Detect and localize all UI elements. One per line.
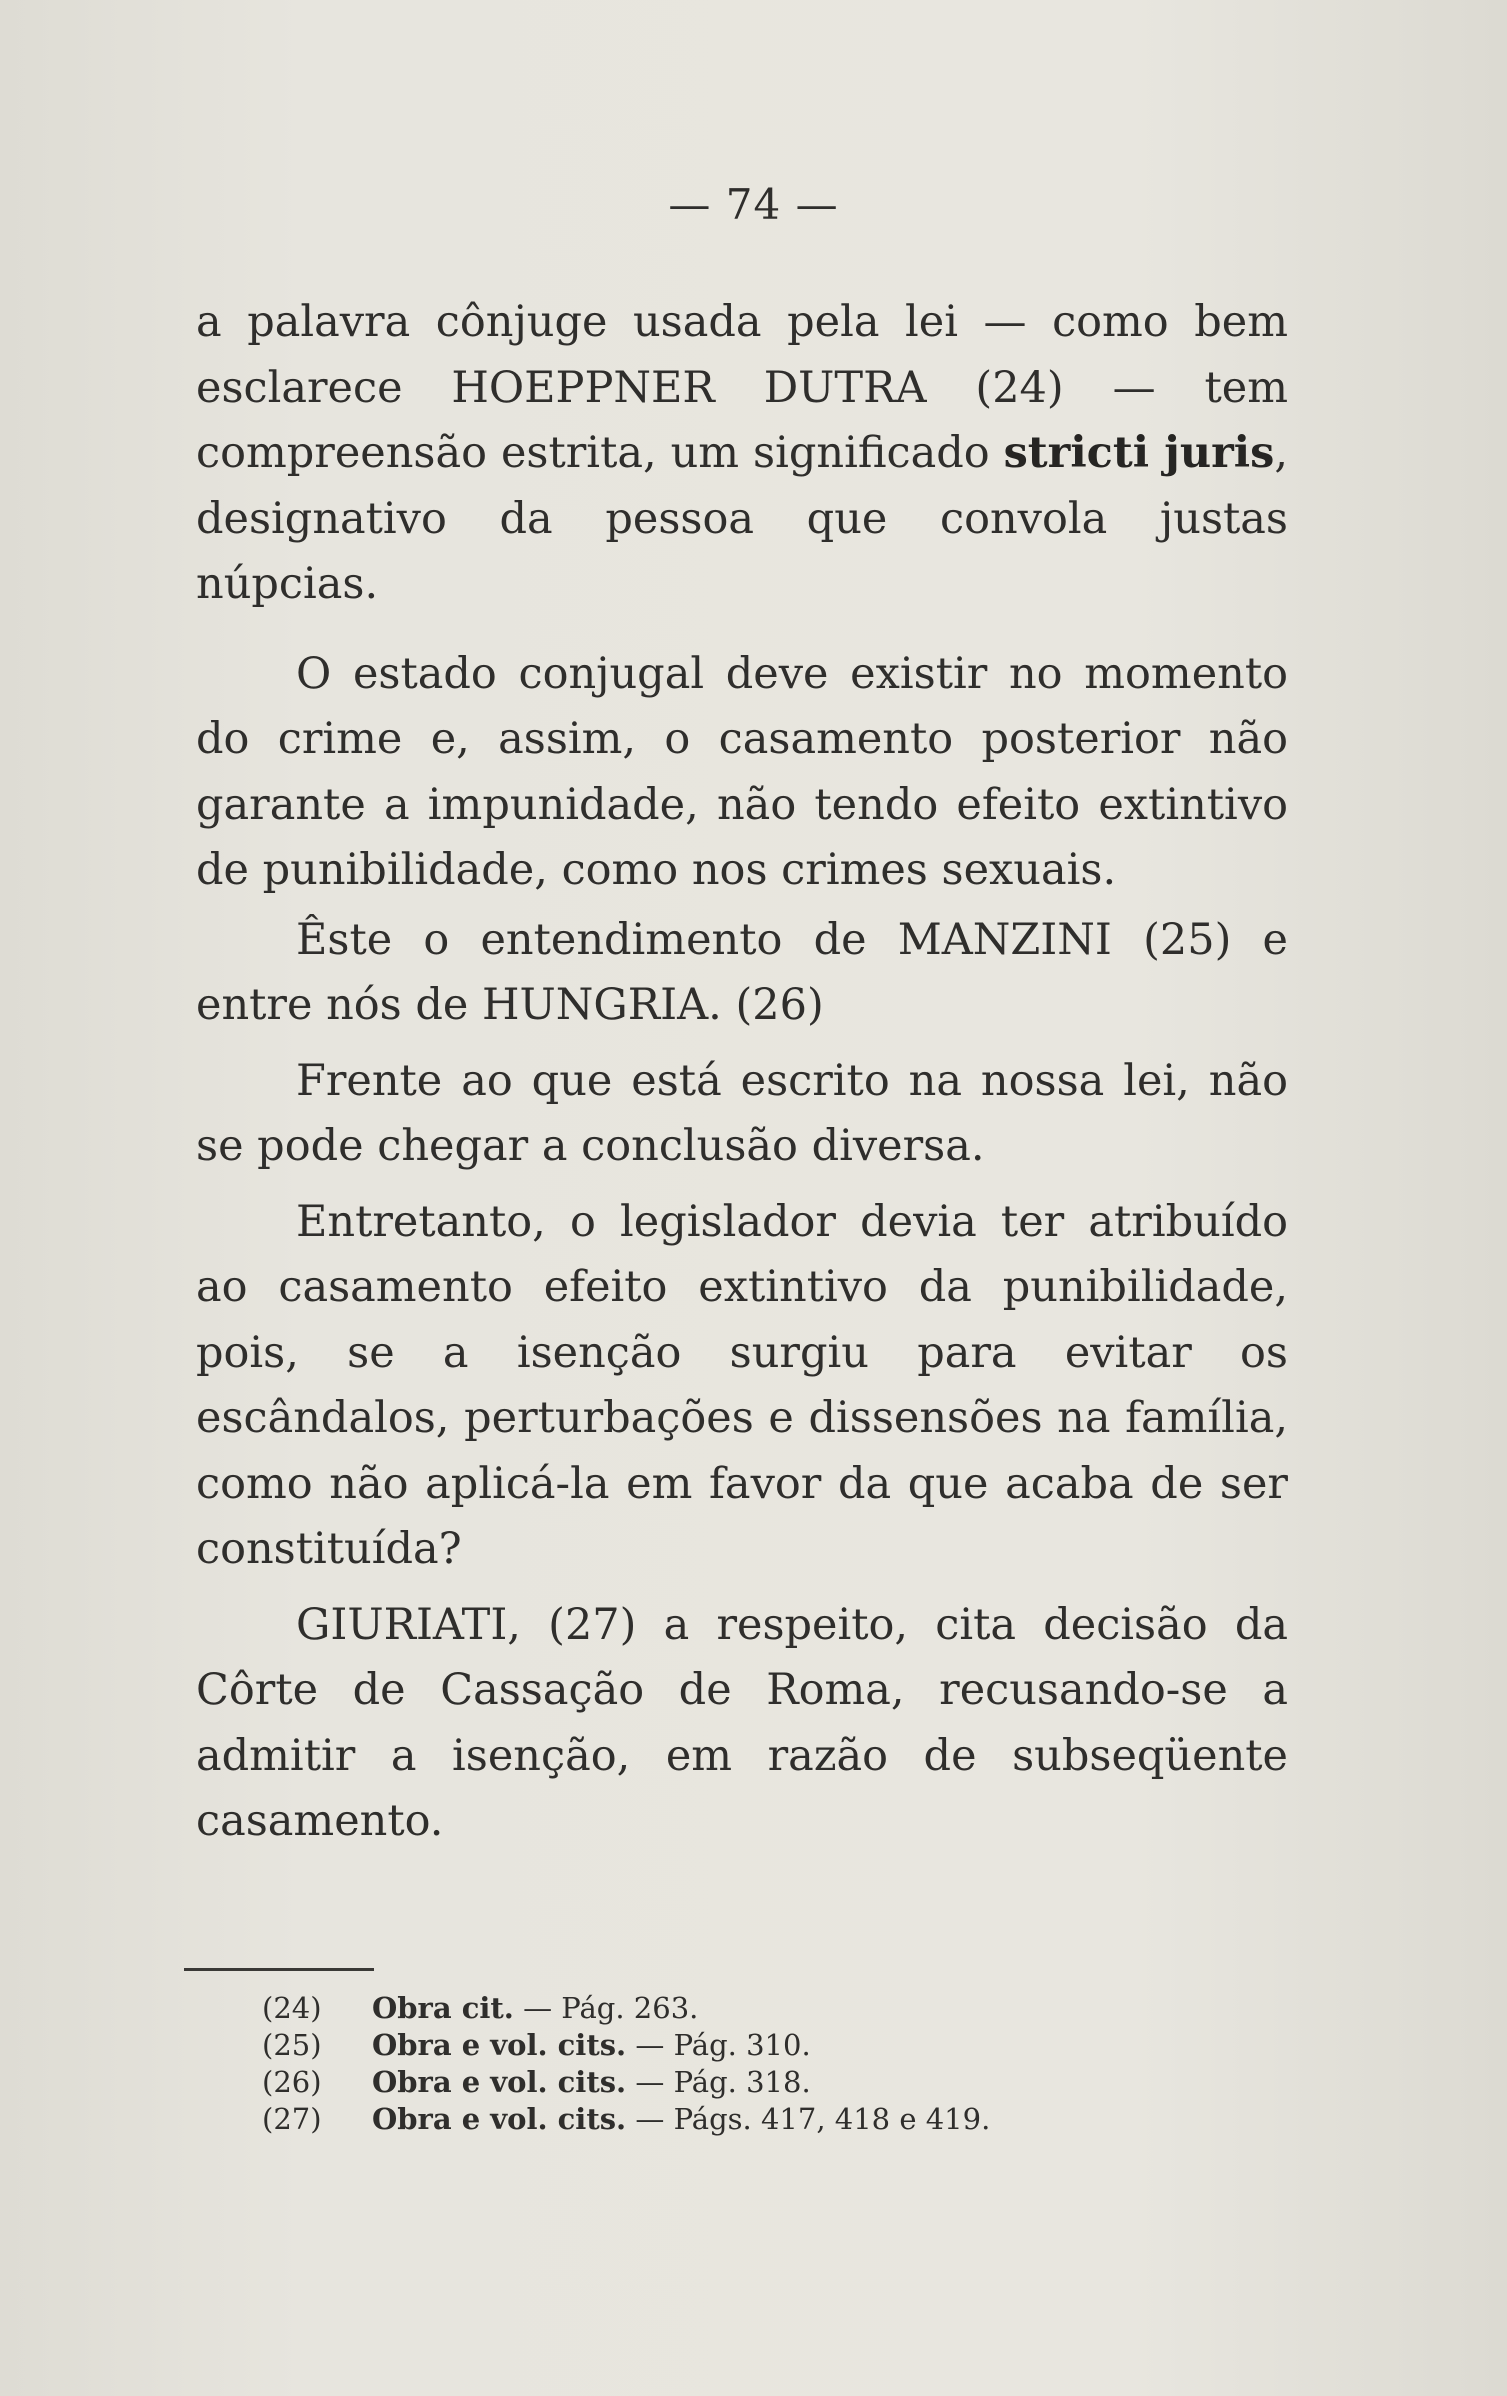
paragraph-6-text: GIURIATI, (27) a respeito, cita decisão da Côrte de Cassação de Roma, recusando-se a admitir a isenção, em razão de subseqüente casamento. — [196, 1599, 1288, 1846]
footnote-25 — [262, 2027, 1162, 2064]
footnote-page: — Pág. 310. — [626, 2028, 811, 2062]
paragraph-3 — [196, 908, 1288, 1039]
paragraph-5 — [196, 1190, 1288, 1583]
paragraph-2 — [196, 642, 1288, 904]
footnote-text — [372, 2027, 811, 2064]
footnote-reference: Obra e vol. cits. — [372, 2102, 627, 2136]
footnote-number: (25) — [262, 2028, 322, 2062]
paragraph-1 — [196, 290, 1288, 618]
footnote-26 — [262, 2064, 1162, 2101]
footnote-number: (27) — [262, 2102, 322, 2136]
latin-term-stricti-juris: stricti juris — [1003, 428, 1275, 478]
footnote-text — [372, 2101, 990, 2138]
footnote-text — [372, 2064, 811, 2101]
footnote-page: — Pág. 263. — [513, 1991, 699, 2025]
paragraph-1-text-b: , designativo da pessoa que convola justas núpcias. — [196, 428, 1288, 609]
paragraph-4-text: Frente ao que está escrito na nossa lei, não se pode chegar a conclusão diversa. — [196, 1055, 1288, 1171]
page-number: — 74 — — [668, 180, 839, 229]
paragraph-1-text-a: a palavra cônjuge usada pela lei — como bem esclarece HOEPPNER DUTRA (24) — tem compreensão estrita, um significado — [196, 297, 1288, 478]
footnote-24 — [262, 1990, 1162, 2027]
footnote-reference: Obra e vol. cits. — [372, 2065, 627, 2099]
footnote-page: — Pág. 318. — [626, 2065, 811, 2099]
footnote-divider — [184, 1968, 374, 1971]
footnote-reference: Obra cit. — [372, 1991, 514, 2025]
footnote-number: (24) — [262, 1991, 322, 2025]
paragraph-3-text: Êste o entendimento de MANZINI (25) e entre nós de HUNGRIA. (26) — [196, 914, 1288, 1030]
footnote-27 — [262, 2101, 1162, 2138]
paragraph-4 — [196, 1049, 1288, 1180]
paragraph-2-text: O estado conjugal deve existir no momento do crime e, assim, o casamento posterior não garante a impunidade, não tendo efeito extintivo de punibilidade, como nos crimes sexuais. — [196, 648, 1288, 895]
footnote-reference: Obra e vol. cits. — [372, 2028, 627, 2062]
footnote-text — [372, 1990, 698, 2027]
paragraph-5-text: Entretanto, o legislador devia ter atribuído ao casamento efeito extintivo da punibilidade, pois, se a isenção surgiu para evitar os escândalos, perturbações e dissensões na família, como não aplicá-la em favor da que acaba de ser constituída? — [196, 1196, 1288, 1574]
body-text — [196, 290, 1288, 1855]
footnotes — [262, 1990, 1162, 2138]
footnote-page: — Págs. 417, 418 e 419. — [626, 2102, 991, 2136]
paragraph-6 — [196, 1593, 1288, 1855]
footnote-number: (26) — [262, 2065, 322, 2099]
